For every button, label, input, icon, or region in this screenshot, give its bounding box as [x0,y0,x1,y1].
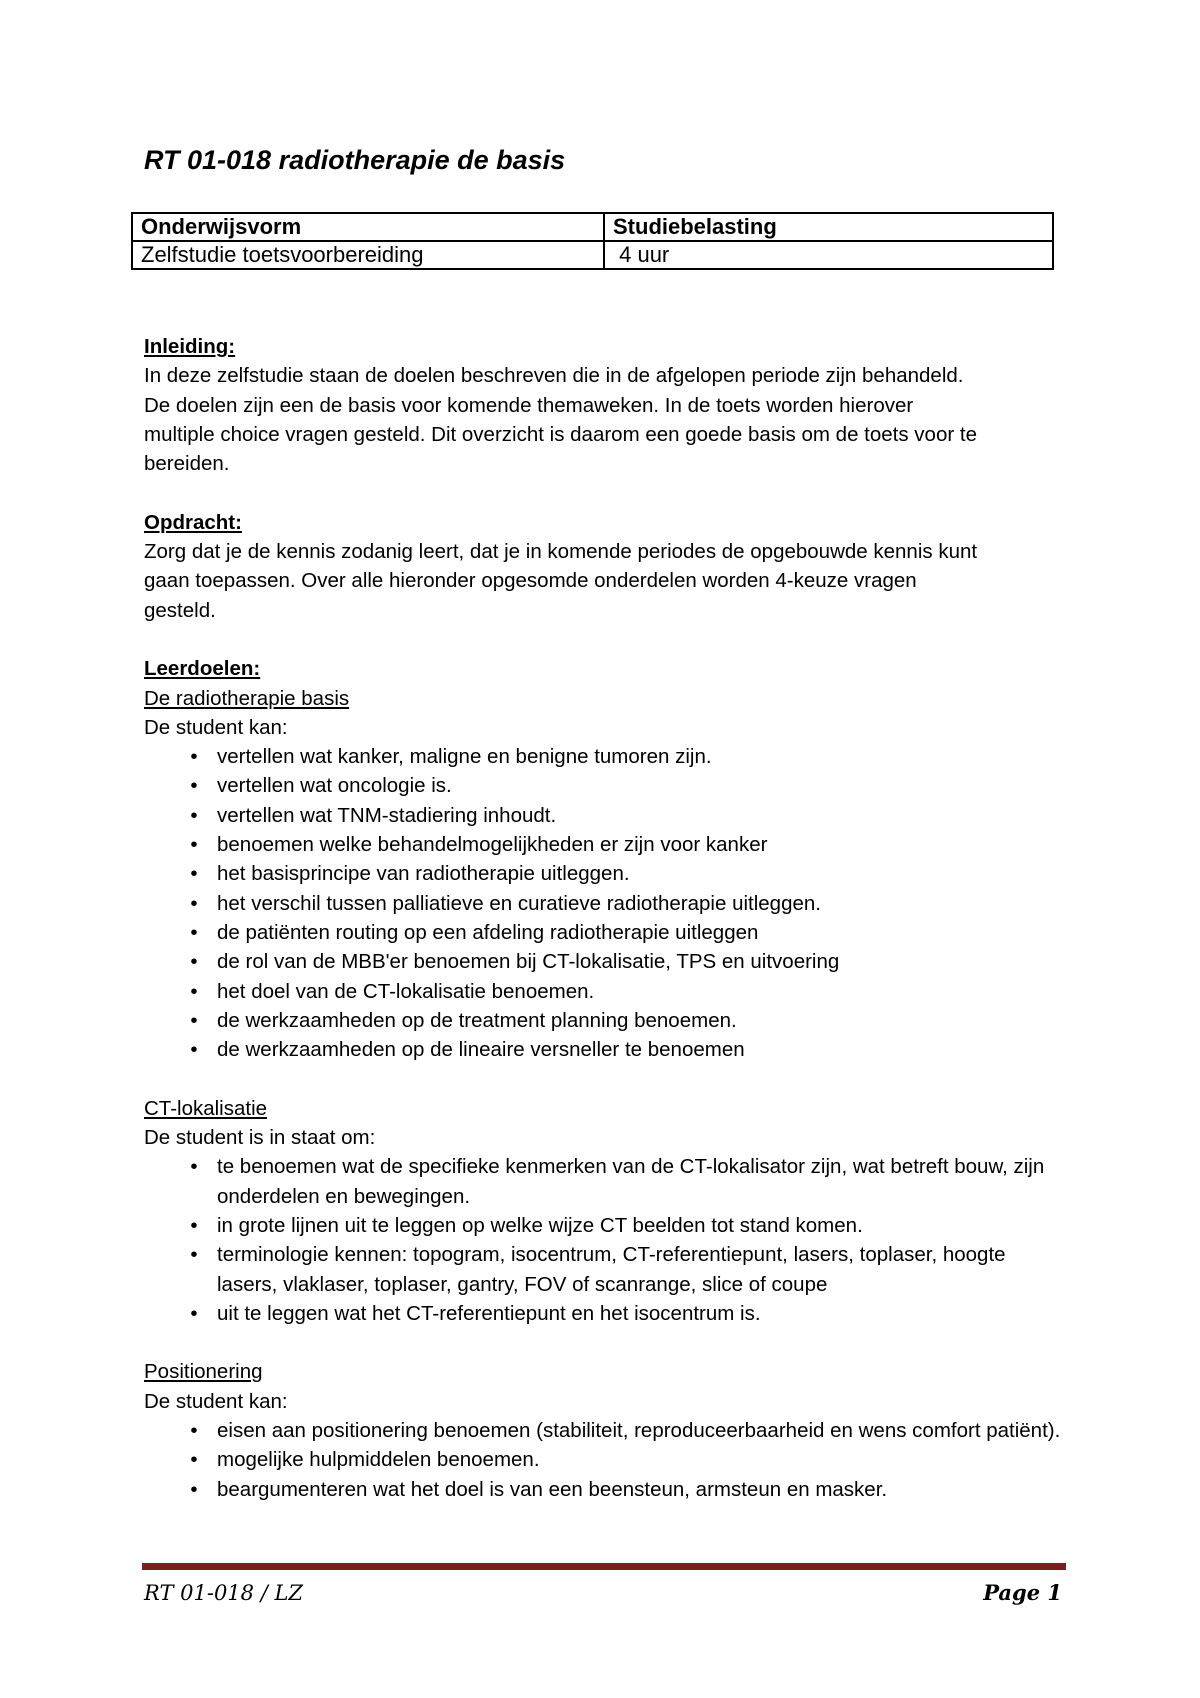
bullet-list [144,1152,1064,1328]
info-table-row [132,241,1053,269]
bullet-icon: • [190,1477,198,1501]
list-item [144,1475,1064,1504]
spacer [144,625,1064,654]
list-item [144,1152,1064,1211]
bullet-icon: • [190,1213,198,1237]
bullet-list [144,1416,1064,1504]
list-item [144,771,1064,800]
list-item [144,1445,1064,1474]
info-table-header-onderwijsvorm: Onderwijsvorm [132,213,604,241]
spacer [144,478,1064,507]
section-title: CT-lokalisatie [144,1096,268,1120]
info-table-header-studiebelasting: Studiebelasting [604,213,1053,241]
inleiding-line: bereiden. [144,452,230,476]
section-intro: De student kan: [144,1389,288,1413]
list-item-text: terminologie kennen: topogram, isocentrum, CT-referentiepunt, lasers, toplaser, hoogte lasers, vlaklaser, toplaser, gantry, FOV of scanrange, slice of coupe [217,1243,1006,1296]
list-item [144,889,1064,918]
document-body [144,332,1064,1504]
info-table [131,212,1054,270]
list-item-text: te benoemen wat de specifieke kenmerken van de CT-lokalisator zijn, wat betreft bouw, zijn onderdelen en bewegingen. [217,1155,1045,1208]
list-item-text: het doel van de CT-lokalisatie benoemen. [217,979,595,1003]
section-title: Positionering [144,1360,263,1384]
list-item [144,1240,1064,1299]
bullet-icon: • [190,774,198,798]
bullet-icon: • [190,1008,198,1032]
list-item [144,742,1064,771]
list-item-text: de werkzaamheden op de treatment planning benoemen. [217,1008,737,1032]
bullet-icon: • [190,745,198,769]
list-item-text: mogelijke hulpmiddelen benoemen. [217,1448,540,1472]
list-item [144,1299,1064,1328]
list-item [144,1035,1064,1064]
bullet-icon: • [190,1243,198,1267]
list-item-text: vertellen wat TNM-stadiering inhoudt. [217,803,557,827]
section-title: De radiotherapie basis [144,686,350,710]
list-item-text: uit te leggen wat het CT-referentiepunt en het isocentrum is. [217,1301,761,1325]
list-item [144,859,1064,888]
bullet-icon: • [190,1038,198,1062]
document-title: RT 01-018 radiotherapie de basis [144,145,566,175]
section-intro: De student kan: [144,715,288,739]
footer-page-number: Page 1 [983,1580,1062,1605]
bullet-icon: • [190,1301,198,1325]
inleiding-line: De doelen zijn een de basis voor komende themaweken. In de toets worden hierover [144,393,914,417]
section-intro: De student is in staat om: [144,1126,376,1150]
leerdoelen-heading: Leerdoelen: [144,657,261,681]
list-item-text: benoemen welke behandelmogelijkheden er zijn voor kanker [217,833,768,857]
list-item-text: het basisprincipe van radiotherapie uitleggen. [217,862,630,886]
inleiding-heading: Inleiding: [144,335,236,358]
list-item [144,801,1064,830]
bullet-icon: • [190,862,198,886]
opdracht-line: Zorg dat je de kennis zodanig leert, dat je in komende periodes de opgebouwde kennis kunt [144,540,978,564]
info-table-cell-onderwijsvorm: Zelfstudie toetsvoorbereiding [132,241,604,269]
list-item-text: vertellen wat oncologie is. [217,774,452,798]
list-item [144,1211,1064,1240]
bullet-icon: • [190,920,198,944]
list-item [144,947,1064,976]
bullet-icon: • [190,1418,198,1442]
footer-rule [142,1563,1066,1570]
list-item-text: eisen aan positionering benoemen (stabiliteit, reproduceerbaarheid en wens comfort patiënt). [217,1418,1061,1442]
list-item-text: in grote lijnen uit te leggen op welke wijze CT beelden tot stand komen. [217,1213,863,1237]
list-item [144,918,1064,947]
bullet-icon: • [190,833,198,857]
spacer [144,1328,1064,1357]
list-item-text: beargumenteren wat het doel is van een beensteun, armsteun en masker. [217,1477,888,1501]
bullet-icon: • [190,950,198,974]
bullet-icon: • [190,803,198,827]
list-item-text: het verschil tussen palliatieve en curatieve radiotherapie uitleggen. [217,891,821,915]
spacer [144,1064,1064,1093]
opdracht-line: gaan toepassen. Over alle hieronder opgesomde onderdelen worden 4-keuze vragen [144,569,917,593]
footer-doc-code: RT 01-018 / LZ [144,1581,303,1605]
list-item [144,1006,1064,1035]
inleiding-line: In deze zelfstudie staan de doelen beschreven die in de afgelopen periode zijn behandeld. [144,364,964,388]
bullet-icon: • [190,979,198,1003]
list-item [144,830,1064,859]
list-item-text: vertellen wat kanker, maligne en benigne tumoren zijn. [217,745,712,769]
list-item [144,1416,1064,1445]
bullet-icon: • [190,891,198,915]
inleiding-line: multiple choice vragen gesteld. Dit overzicht is daarom een goede basis om de toets voor te [144,422,977,446]
bullet-icon: • [190,1448,198,1472]
list-item [144,977,1064,1006]
page-footer [144,1578,1062,1608]
bullet-icon: • [190,1155,198,1179]
list-item-text: de rol van de MBB'er benoemen bij CT-lokalisatie, TPS en uitvoering [217,950,840,974]
info-table-header-row [132,213,1053,241]
list-item-text: de werkzaamheden op de lineaire versneller te benoemen [217,1038,745,1062]
bullet-list [144,742,1064,1064]
list-item-text: de patiënten routing op een afdeling radiotherapie uitleggen [217,920,759,944]
info-table-cell-studiebelasting: 4 uur [604,241,1053,269]
opdracht-line: gesteld. [144,598,216,622]
title-block [144,140,1044,180]
opdracht-heading: Opdracht: [144,510,242,534]
